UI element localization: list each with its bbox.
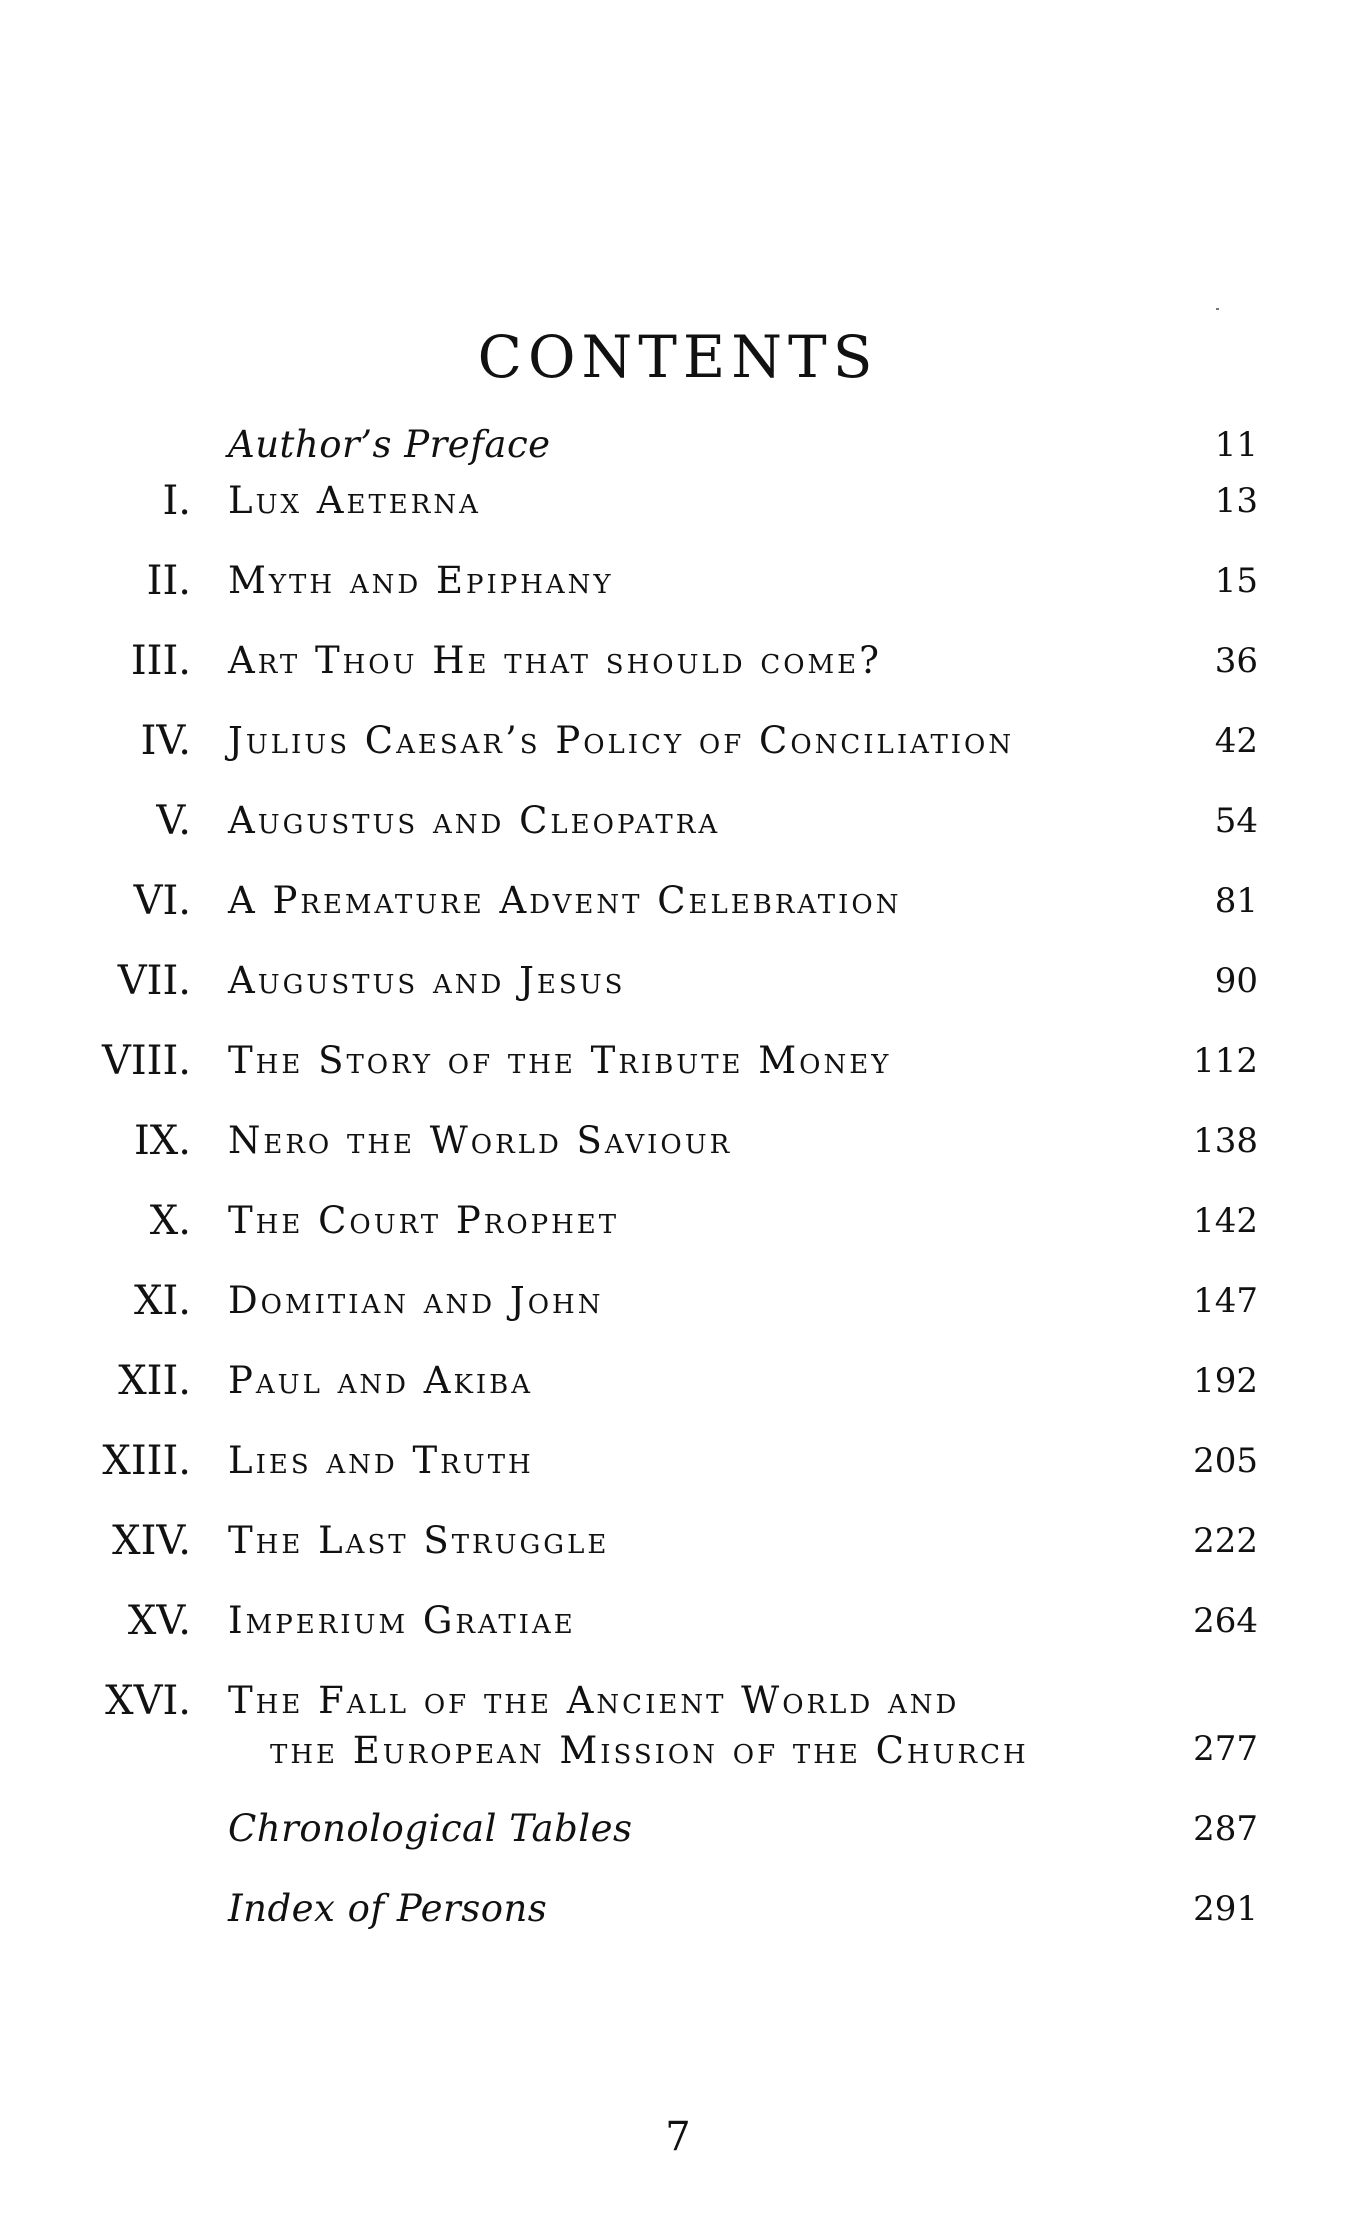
page-number: 54 [1214,801,1258,841]
scan-speck [1216,308,1219,310]
chapter-number: XI. [134,1278,191,1324]
chapter-title: Index of Persons [228,1887,548,1930]
folio-page-number: 7 [665,2114,691,2160]
chapter-title: Lies and Truth [228,1439,534,1482]
chapter-title: Imperium Gratiae [228,1599,576,1642]
chapter-title-line-2: the European Mission of the Church [270,1729,1029,1772]
chapter-title: A Premature Advent Celebration [228,879,902,922]
chapter-title: The Last Struggle [228,1519,610,1562]
page-number: 36 [1214,641,1258,681]
page-number: 138 [1193,1121,1258,1161]
page-number: 147 [1193,1281,1258,1321]
chapter-number: VIII. [101,1038,191,1084]
page-number: 15 [1214,561,1258,601]
page-number: 277 [1193,1729,1258,1769]
chapter-title: The Story of the Tribute Money [228,1039,892,1082]
chapter-number: II. [146,558,191,604]
page-number: 287 [1193,1809,1258,1849]
page-number: 222 [1193,1521,1258,1561]
page-number: 13 [1214,481,1258,521]
page-title: CONTENTS [477,323,879,391]
chapter-number: XIV. [112,1518,191,1564]
chapter-number: XV. [127,1598,191,1644]
chapter-title: Author’s Preface [228,423,551,466]
page-number: 264 [1193,1601,1258,1641]
chapter-number: III. [130,638,191,684]
page-number: 81 [1214,881,1258,921]
chapter-title: Paul and Akiba [228,1359,534,1402]
page-number: 112 [1193,1041,1258,1081]
chapter-title: Art Thou He that should come? [228,639,882,682]
chapter-title: Lux Aeterna [228,479,481,522]
chapter-title: Julius Caesar’s Policy of Conciliation [228,719,1015,762]
page-number: 291 [1193,1889,1258,1929]
chapter-title-line-1: The Fall of the Ancient World and [228,1679,960,1722]
chapter-number: IX. [134,1118,191,1164]
chapter-title: Domitian and John [228,1279,604,1322]
chapter-number: X. [149,1198,191,1244]
chapter-number: XII. [118,1358,191,1404]
chapter-title: The Court Prophet [228,1199,620,1242]
chapter-title: Nero the World Saviour [228,1119,733,1162]
chapter-number: XIII. [102,1438,191,1484]
page-number: 90 [1214,961,1258,1001]
page-number: 11 [1214,425,1258,465]
chapter-number: I. [162,478,191,524]
page-number: 142 [1193,1201,1258,1241]
page-number: 192 [1193,1361,1258,1401]
page-number: 205 [1193,1441,1258,1481]
page-number: 42 [1214,721,1258,761]
chapter-title: Augustus and Cleopatra [228,799,721,842]
chapter-title: Chronological Tables [228,1807,633,1850]
chapter-title: Augustus and Jesus [228,959,626,1002]
chapter-title [228,1676,1178,1776]
chapter-number: IV. [140,718,191,764]
chapter-number: XVI. [105,1678,191,1724]
chapter-number: V. [156,798,191,844]
chapter-title: Myth and Epiphany [228,559,614,602]
chapter-number: VII. [117,958,191,1004]
chapter-number: VI. [133,878,191,924]
